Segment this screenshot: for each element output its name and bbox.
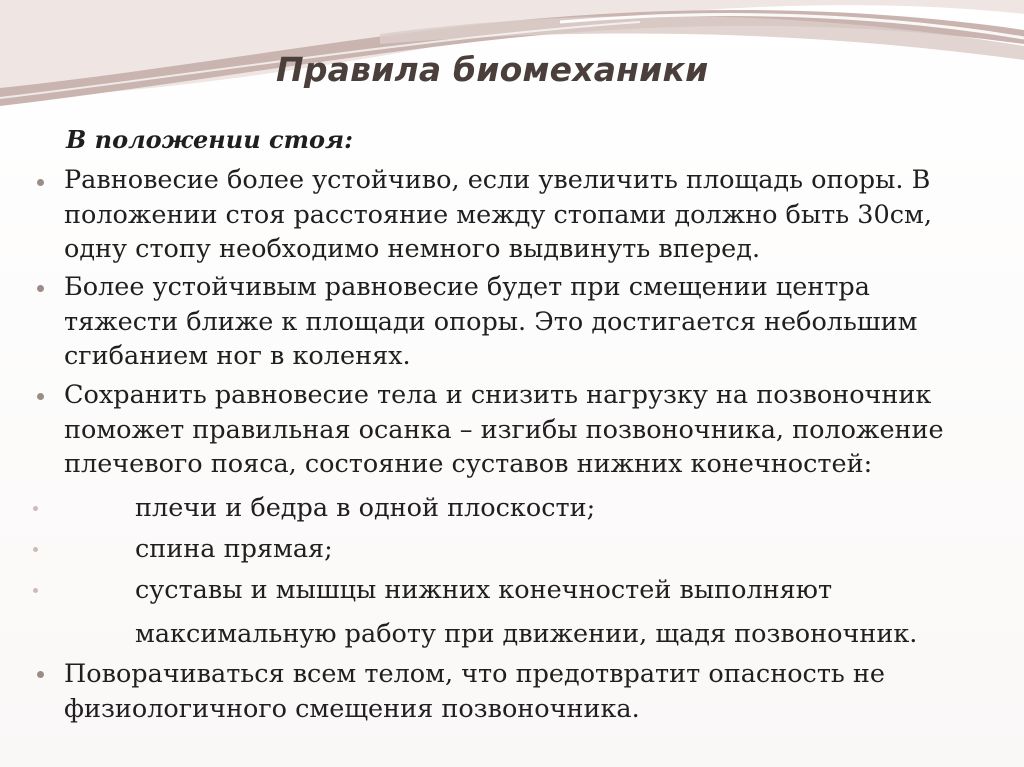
bullet-line: плечевого пояса, состояние суставов нижних конечностей:: [64, 449, 873, 480]
bullet-line: Равновесие более устойчиво, если увеличить площадь опоры. В: [64, 165, 931, 195]
bullet-icon: [37, 393, 44, 400]
bullet-item: [64, 270, 917, 374]
bullet-line: Сохранить равновесие тела и снизить нагрузку на позвоночник: [64, 380, 932, 410]
slide-title: Правила биомеханики: [276, 50, 709, 89]
sub-bullet-icon: [33, 547, 38, 552]
sub-bullet-item: плечи и бедра в одной плоскости;: [135, 493, 596, 523]
sub-bullet-icon: [33, 506, 38, 511]
bullet-line: физиологичного смещения позвоночника.: [64, 693, 640, 724]
bullet-item: [64, 378, 944, 482]
bullet-line: одну стопу необходимо немного выдвинуть вперед.: [64, 234, 761, 265]
bullet-line: Поворачиваться всем телом, что предотвратит опасность не: [64, 659, 886, 689]
subheading: В положении стоя:: [66, 125, 354, 154]
bullet-line: поможет правильная осанка – изгибы позвоночника, положение: [64, 414, 944, 445]
sub-bullet-item: суставы и мышцы нижних конечностей выполняют: [135, 575, 833, 605]
bullet-line: сгибанием ног в коленях.: [64, 341, 411, 372]
bullet-line: тяжести ближе к площади опоры. Это достигается небольшим: [64, 306, 918, 337]
bullet-icon: [37, 285, 44, 292]
bullet-line: Более устойчивым равновесие будет при смещении центра: [64, 272, 870, 302]
bullet-item: [64, 657, 885, 726]
sub-bullet-item: спина прямая;: [135, 534, 333, 564]
sub-bullet-icon: [33, 588, 38, 593]
bullet-line: положении стоя расстояние между стопами должно быть 30см,: [64, 199, 932, 230]
bullet-icon: [37, 179, 44, 186]
sub-bullet-continuation: максимальную работу при движении, щадя позвоночник.: [135, 619, 918, 649]
bullet-icon: [37, 671, 44, 678]
bullet-item: [64, 163, 932, 267]
